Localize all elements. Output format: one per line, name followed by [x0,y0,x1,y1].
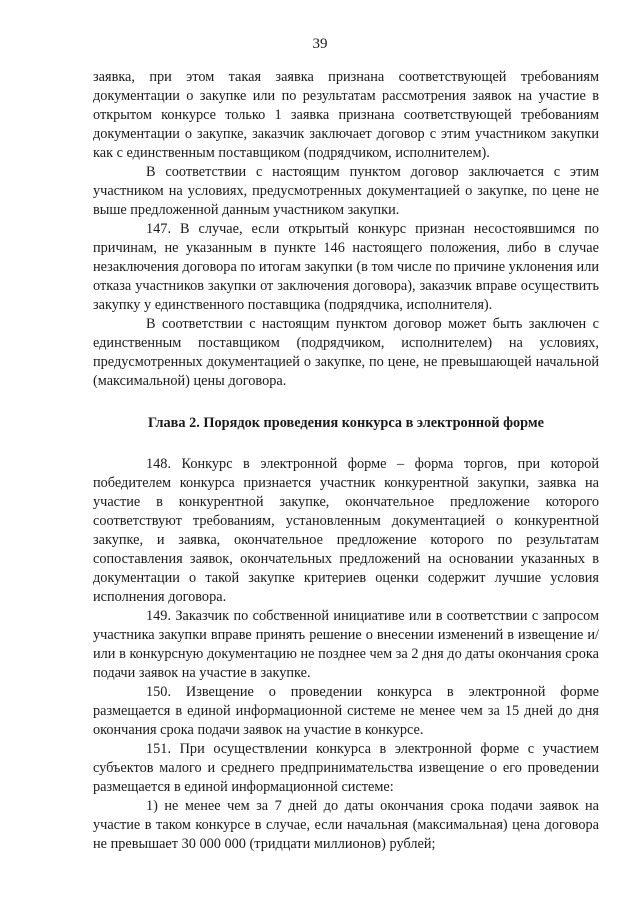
page-number: 39 [312,36,328,52]
paragraph-151: 151. При осуществлении конкурса в электронной форме с участием субъектов малого и среднего предпринимательства извещение о его проведении размещается в единой информационной системе: [93,741,599,795]
paragraph-147: 147. В случае, если открытый конкурс признан несостоявшимся по причинам, не указанным в пункте 146 настоящего положения, либо в случае незаключения договора по итогам закупки (в том числе по причине уклонения или отказа участников закупки от заключения договора), заказчик вправе осуществить закупку у единственного поставщика (подрядчика, исполнителя). [93,221,599,313]
paragraphs-before-heading [93,68,599,391]
paragraph: заявка, при этом такая заявка признана соответствующей требованиям документации о закупке или по результатам рассмотрения заявок на участие в открытом конкурсе только 1 заявка признана соответствующей требованиям документации о закупке, заказчик заключает договор с этим участником закупки как с единственным поставщиком (подрядчиком, исполнителем). [93,69,599,161]
paragraph-148: 148. Конкурс в электронной форме – форма торгов, при которой победителем конкурса признается участник конкурентной закупки, заявка на участие в конкурентной закупке, окончательное предложение которого соответствуют требованиям, установленным документацией о конкурентной закупке, и заявка, окончательное предложение которого по результатам сопоставления заявок, окончательных предложений на основании указанных в документации о такой закупке критериев оценки содержит лучшие условия исполнения договора. [93,456,599,605]
paragraph-149: 149. Заказчик по собственной инициативе или в соответствии с запросом участника закупки вправе принять решение о внесении изменений в извещение и/или в конкурсную документацию не позднее чем за 2 дня до даты окончания срока подачи заявок на участие в закупке. [93,608,599,681]
chapter-heading: Глава 2. Порядок проведения конкурса в электронной форме [148,415,544,431]
list-item-1: 1) не менее чем за 7 дней до даты окончания срока подачи заявок на участие в таком конкурсе в случае, если начальная (максимальная) цена договора не превышает 30 000 000 (тридцати миллионов) рублей; [93,798,599,852]
paragraph: В соответствии с настоящим пунктом договор может быть заключен с единственным поставщиком (подрядчиком, исполнителем) на условиях, предусмотренных документацией о закупке, по цене, не превышающей начальной (максимальной) цены договора. [93,316,599,389]
paragraph: В соответствии с настоящим пунктом договор заключается с этим участником на условиях, предусмотренных документацией о закупке, по цене не выше предложенной данным участником закупки. [93,164,599,218]
document-body [93,68,599,854]
paragraphs-after-heading [93,455,599,854]
paragraph-150: 150. Извещение о проведении конкурса в электронной форме размещается в единой информационной системе не менее чем за 15 дней до дня окончания срока подачи заявок на участие в конкурсе. [93,684,599,738]
